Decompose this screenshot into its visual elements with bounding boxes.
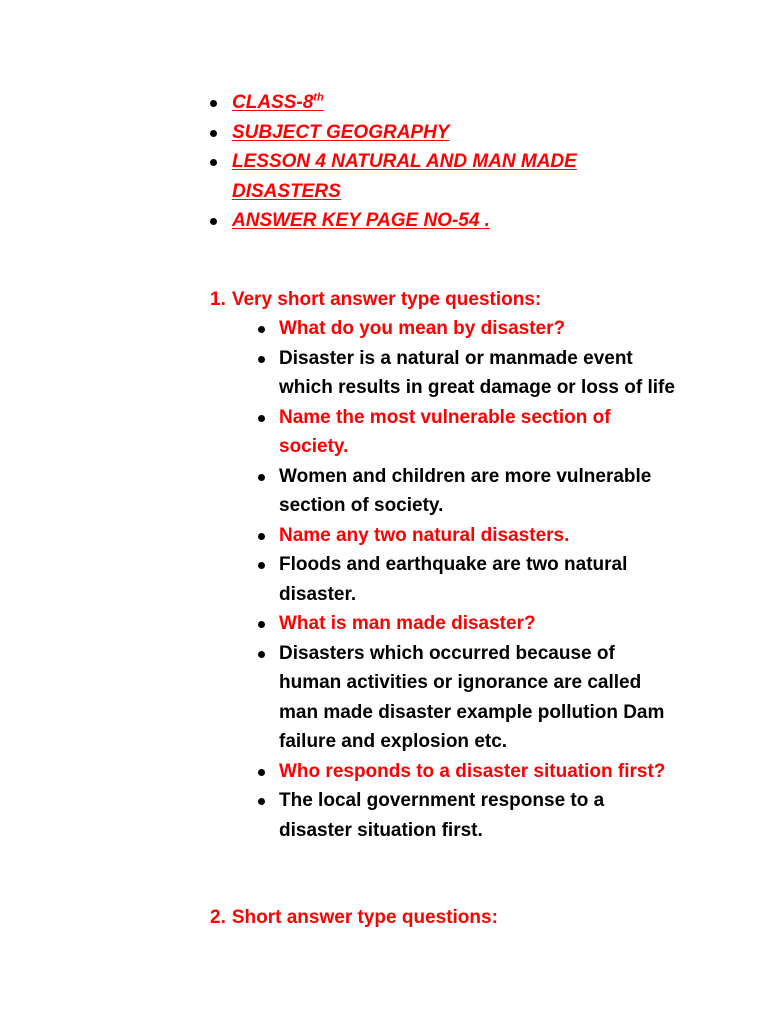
answer-item xyxy=(256,462,676,521)
lesson-label: LESSON 4 NATURAL AND MAN MADE DISASTERS xyxy=(232,151,577,202)
header-item-answer-key xyxy=(208,206,628,236)
answer-text: The local government response to a disaster situation first. xyxy=(279,790,605,841)
subject-label: SUBJECT GEOGRAPHY xyxy=(232,121,450,143)
header-item-subject xyxy=(208,118,628,148)
header-item-lesson xyxy=(208,147,628,206)
answer-item xyxy=(256,344,676,403)
answer-text: Floods and earthquake are two natural disaster. xyxy=(279,554,628,605)
section-number: 1. xyxy=(210,289,226,310)
header-item-class xyxy=(208,88,628,118)
question-text: What do you mean by disaster? xyxy=(279,318,566,339)
question-text: Name the most vulnerable section of society. xyxy=(279,406,611,457)
answer-text: Disaster is a natural or manmade event which results in great damage or loss of life xyxy=(279,347,675,398)
question-text: What is man made disaster? xyxy=(279,613,536,634)
header-list xyxy=(208,88,628,236)
question-item xyxy=(256,521,676,551)
section-heading-2 xyxy=(210,903,498,933)
answer-item xyxy=(256,786,676,845)
question-item xyxy=(256,314,676,344)
answer-item xyxy=(256,550,676,609)
answer-key-label: ANSWER KEY PAGE NO-54 . xyxy=(232,210,490,231)
question-item xyxy=(256,757,676,787)
answer-item xyxy=(256,639,676,757)
question-text: Who responds to a disaster situation first? xyxy=(279,760,666,782)
class-superscript: th xyxy=(313,91,324,104)
question-text: Name any two natural disasters. xyxy=(279,524,570,546)
class-label: CLASS-8 xyxy=(232,92,314,113)
section-title: Short answer type questions: xyxy=(231,907,498,928)
answer-text: Disasters which occurred because of human activities or ignorance are called man made disaster example pollution Dam failure and explosion etc. xyxy=(279,642,665,752)
answer-text: Women and children are more vulnerable section of society. xyxy=(279,465,652,516)
section-number: 2. xyxy=(210,907,226,928)
section-heading-1 xyxy=(210,285,541,315)
qa-list xyxy=(256,314,676,845)
question-item xyxy=(256,403,676,462)
section-title: Very short answer type questions: xyxy=(231,289,542,310)
question-item xyxy=(256,609,676,639)
